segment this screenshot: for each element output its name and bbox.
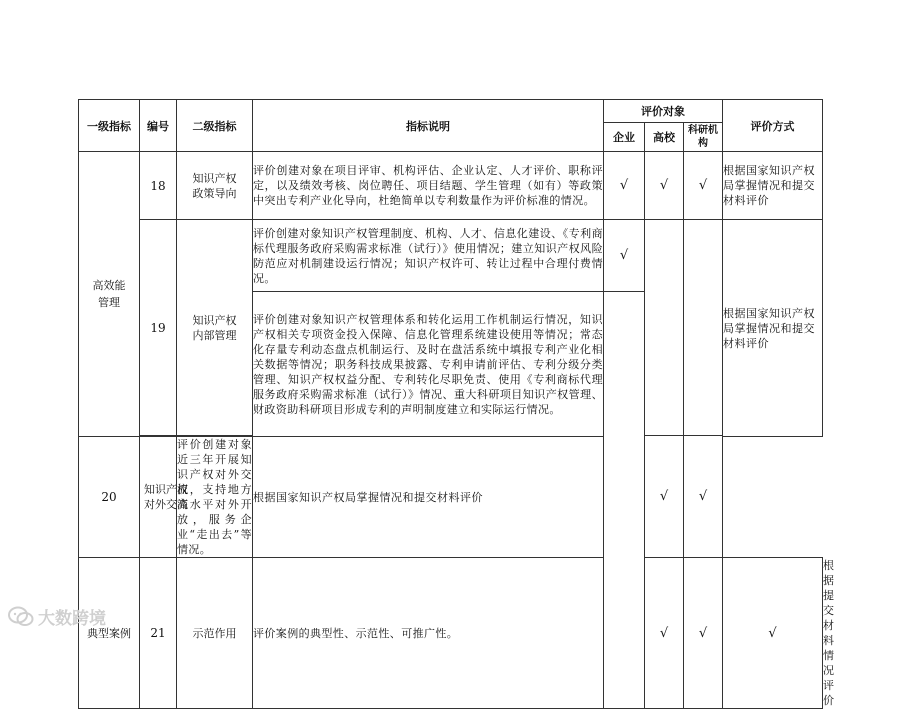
check-university: √ <box>645 152 684 220</box>
table-row-21: 典型案例 21 示范作用 评价案例的典型性、示范性、可推广性。 √ √ √ 根据提交材料情况评价 <box>79 558 823 709</box>
header-research: 科研机构 <box>684 123 723 152</box>
watermark-text: 大数跨境 <box>38 609 106 629</box>
indicator-description: 评价案例的典型性、示范性、可推广性。 <box>253 558 604 709</box>
check-research-empty <box>684 220 723 436</box>
evaluation-method: 根据国家知识产权局掌握情况和提交材料评价 <box>253 437 604 558</box>
check-enterprise: √ <box>604 220 645 292</box>
header-number: 编号 <box>140 100 177 152</box>
row-number: 19 <box>140 220 177 436</box>
check-university: √ <box>645 436 684 558</box>
header-level1: 一级指标 <box>79 100 140 152</box>
evaluation-method: 根据国家知识产权局掌握情况和提交材料评价 <box>723 152 823 220</box>
table-row-19a <box>79 220 823 292</box>
level2-indicator: 知识产权政策导向 <box>177 152 253 220</box>
check-university-empty <box>645 220 684 436</box>
indicator-table <box>78 99 835 709</box>
indicator-description: 评价创建对象知识产权管理制度、机构、人才、信息化建设、《专利商标代理服务政府采购需求标准（试行）》使用情况；建立知识产权风险防范应对机制建设运行情况；知识产权许可、转让过程中合理付费情况。 <box>253 220 604 292</box>
wechat-bubble-icon <box>8 606 34 628</box>
row-number: 21 <box>140 558 177 709</box>
level2-indicator: 知识产权对外交流 <box>140 437 177 558</box>
header-method: 评价方式 <box>723 100 823 152</box>
header-row <box>79 100 823 123</box>
row-number: 18 <box>140 152 177 220</box>
check-enterprise: √ <box>645 558 684 709</box>
header-level2: 二级指标 <box>177 100 253 152</box>
row-number: 20 <box>79 437 140 558</box>
level2-indicator: 知识产权内部管理 <box>177 220 253 436</box>
category-high-efficiency: 高效能管理 <box>79 152 140 437</box>
header-enterprise: 企业 <box>604 123 645 152</box>
indicator-description: 评价创建对象近三年开展知识产权对外交流，支持地方高水平对外开放，服务企业“走出去”等情况。 <box>177 438 252 556</box>
header-description: 指标说明 <box>253 100 604 152</box>
header-university: 高校 <box>645 123 684 152</box>
check-research: √ <box>684 436 723 558</box>
check-research: √ <box>684 152 723 220</box>
header-targets: 评价对象 <box>604 100 723 123</box>
check-enterprise: √ <box>604 152 645 220</box>
table-row-18 <box>79 152 823 220</box>
check-university: √ <box>684 558 723 709</box>
evaluation-method: 根据国家知识产权局掌握情况和提交材料评价 <box>723 220 823 437</box>
check-research: √ <box>723 558 823 709</box>
watermark <box>8 604 106 629</box>
indicator-description: 评价创建对象在项目评审、机构评估、企业认定、人才评价、职称评定，以及绩效考核、岗位聘任、项目结题、学生管理（如有）等政策中突出专利产业化导向，杜绝简单以专利数量作为评价标准的情况。 <box>253 152 604 220</box>
category-case: 典型案例 <box>79 558 140 709</box>
indicator-description: 评价创建对象知识产权管理体系和转化运用工作机制运行情况，知识产权相关专项资金投入保障、信息化管理系统建设使用等情况；常态化存量专利动态盘点机制运行、及时在盘活系统中填报专利产业化相关数据等情况；职务科技成果披露、专利申请前评估、专利分级分类管理、知识产权权益分配、专利转化尽职免责、使用《专利商标代理服务政府采购需求标准（试行）》情况、重大科研项目知识产权管理、财政资助科研项目形成专利的声明制度建立和实际运行情况。 <box>253 292 604 437</box>
level2-indicator: 示范作用 <box>177 558 253 709</box>
check-enterprise-empty <box>604 292 645 709</box>
